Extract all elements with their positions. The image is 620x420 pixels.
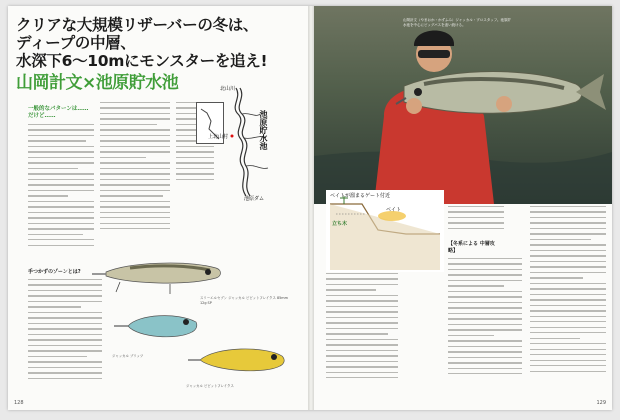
midcol-heading: 手つかずのゾーンとは? [28,269,81,275]
page-number-left: 128 [14,400,24,406]
map-label-2: 上北山村 [208,134,229,140]
lure-image-1 [90,252,230,296]
lure-image-3 [186,340,296,380]
body-text-column-6 [448,258,522,402]
body-text-column-5 [326,262,398,402]
headline-line-1: クリアな大規模リザーバーの冬は、 [16,16,259,34]
headline-subtitle: 山岡計文×池原貯水池 [16,73,179,93]
body-text-column-7 [530,206,606,402]
body-text-column-4 [28,279,102,401]
magazine-spread [8,6,612,410]
map-label-1: 北山川 [220,86,236,92]
headline-line-3: 水深下6～10mにモンスターを追え! [16,52,268,70]
subhead-line-1: 一般的なパターンは…… [28,106,89,112]
map-label-3: 池原ダム [244,196,265,202]
body-text-column-1 [28,124,94,266]
depth-diagram [326,190,444,272]
column-subhead [28,106,94,120]
diagram-title: ベイトが溜まるゲート付近 [330,193,391,199]
lure-caption-2: ジャッカル ブリッツ [112,354,144,358]
headline-line-2: ディープの中層、 [16,34,136,52]
body-text-column-6a [448,206,504,240]
page-number-right: 129 [596,400,606,406]
photo-caption: 山岡計文（やまおか・かずふみ）ジャッカル・プロスタッフ。池原貯水池を中心にビッグバスを追い続ける。 [403,18,511,27]
body-text-column-2 [100,102,170,252]
lure-caption-3: ジャッカル ビビットフレイクス [186,384,234,388]
diagram-label-bait: ベイト [386,207,402,213]
map-lake-name: 池原貯水池 [259,110,268,150]
subhead-line-2: だけど…… [28,113,56,119]
diagram-section-head: 【冬系による 中層攻略】 [448,241,495,254]
diagram-label-tree: 立ち木 [332,221,348,227]
lure-image-2 [108,308,208,344]
lure-caption-1: スリーエルセブン ジャッカル ビビットフレイクス 85mm 12g SP [200,296,288,305]
angler-photo [314,6,612,204]
